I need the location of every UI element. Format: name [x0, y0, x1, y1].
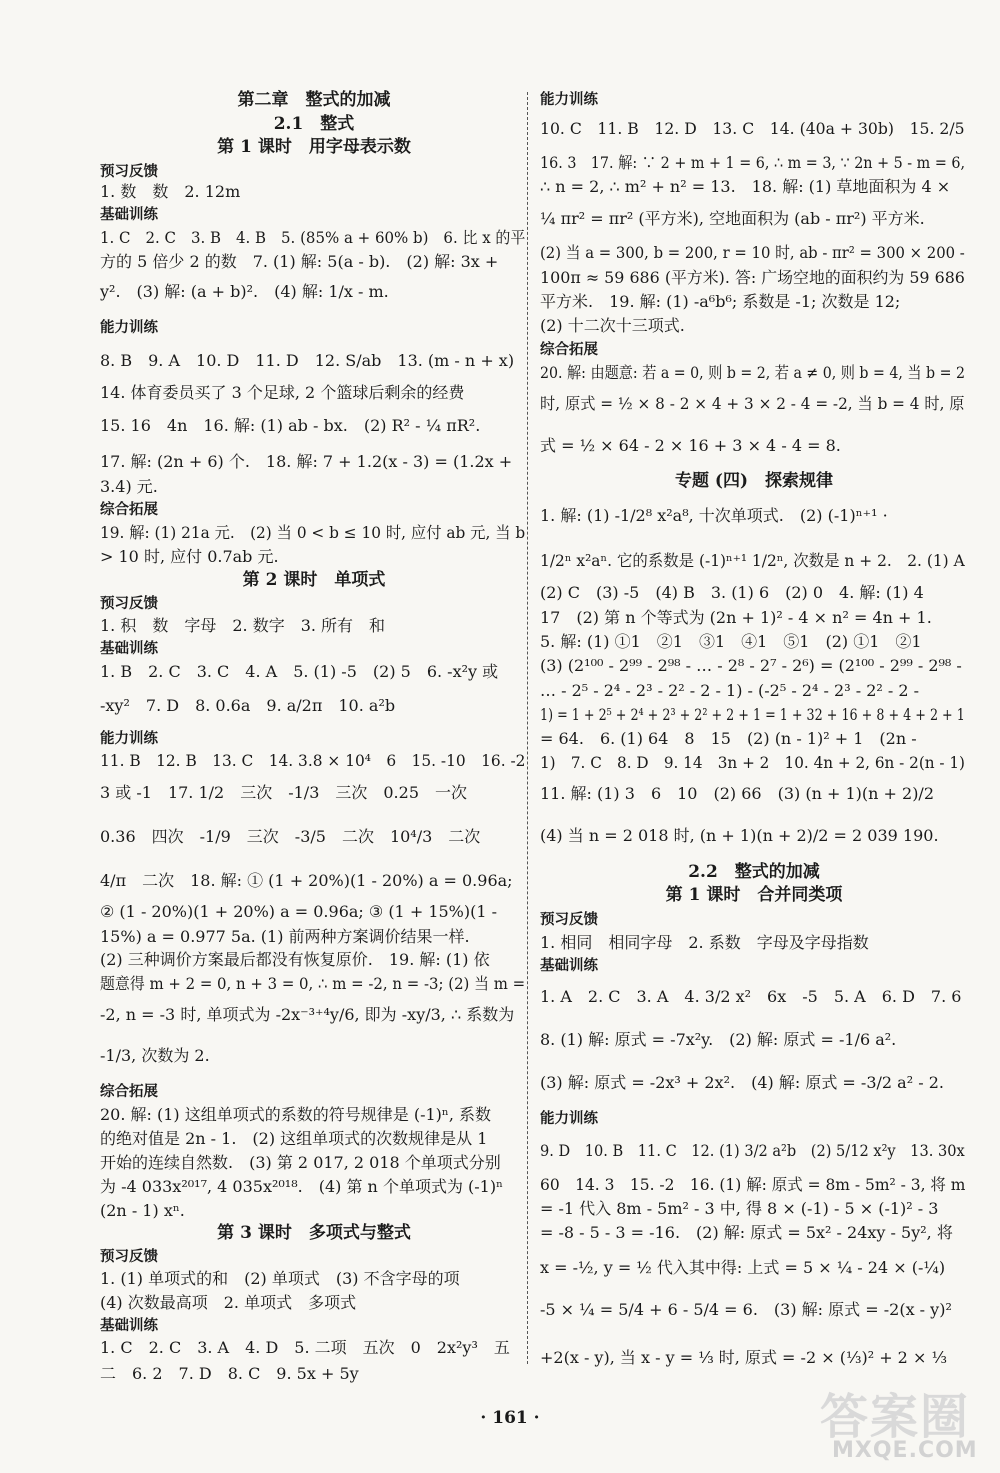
- answer-line: 式 = ½ × 64 - 2 × 16 + 3 × 4 - 4 = 8.: [540, 436, 841, 455]
- subsection-heading: 综合拓展: [540, 341, 598, 358]
- answer-line: (3) 解: 原式 = -2x³ + 2x². (4) 解: 原式 = -3/2 a² - 2.: [540, 1073, 944, 1092]
- section-title: 专题 (四) 探索规律: [674, 471, 833, 491]
- section-title: 第 1 课时 用字母表示数: [217, 137, 411, 157]
- section-title: 第 3 课时 多项式与整式: [217, 1223, 411, 1243]
- answer-line: 8. (1) 解: 原式 = -7x²y. (2) 解: 原式 = -1/6 a².: [540, 1030, 897, 1049]
- answer-line: y². (3) 解: (a + b)². (4) 解: 1/x - m.: [100, 282, 389, 301]
- answer-line: 1) 7. C 8. D 9. 14 3n + 2 10. 4n + 2, 6n - 2(n - 1): [540, 753, 965, 772]
- subsection-heading: 能力训练: [100, 319, 158, 336]
- answer-line: 17. 解: (2n + 6) 个. 18. 解: 7 + 1.2(x - 3) = (1.2x +: [100, 452, 513, 471]
- answer-line: 16. 3 17. 解: ∵ 2 + m + 1 = 6, ∴ m = 3, ∵ 2n + 5 - m = 6,: [540, 153, 966, 172]
- answer-line: 开始的连续自然数. (3) 第 2 017, 2 018 个单项式分别: [100, 1153, 501, 1172]
- answer-line: (3) (2¹⁰⁰ - 2⁹⁹ - 2⁹⁸ - … - 2⁸ - 2⁷ - 2⁶) = (2¹⁰⁰ - 2⁹⁹ - 2⁹⁸ -: [540, 656, 962, 675]
- answer-line: > 10 时, 应付 0.7ab 元.: [100, 547, 279, 566]
- subsection-heading: 能力训练: [540, 91, 598, 108]
- answer-line: (2) 三种调价方案最后都没有恢复原价. 19. 解: (1) 依: [100, 950, 490, 969]
- answer-line: -xy² 7. D 8. 0.6a 9. a/2π 10. a²b: [100, 696, 396, 715]
- answer-line: (4) 当 n = 2 018 时, (n + 1)(n + 2)/2 = 2 039 190.: [540, 826, 939, 845]
- page-number: · 161 ·: [480, 1408, 540, 1428]
- answer-line: 14. 体育委员买了 3 个足球, 2 个篮球后剩余的经费: [100, 383, 465, 402]
- answer-line: (2) 十二次十三项式.: [540, 316, 685, 335]
- answer-line: 1. 解: (1) -1/2⁸ x²a⁸, 十次单项式. (2) (-1)ⁿ⁺¹ ·: [540, 506, 888, 525]
- answer-line: = 64. 6. (1) 64 8 15 (2) (n - 1)² + 1 (2n -: [540, 729, 917, 748]
- column-divider: [527, 92, 528, 1364]
- answer-line: 100π ≈ 59 686 (平方米). 答: 广场空地的面积约为 59 686: [540, 268, 965, 287]
- subsection-heading: 预习反馈: [540, 911, 598, 928]
- answer-line: 4/π 二次 18. 解: ① (1 + 20%)(1 - 20%) a = 0.96a;: [100, 871, 513, 890]
- answer-line: 方的 5 倍少 2 的数 7. (1) 解: 5(a - b). (2) 解: 3x +: [100, 252, 499, 271]
- answer-line: 的绝对值是 2n - 1. (2) 这组单项式的次数规律是从 1: [100, 1129, 488, 1148]
- answer-line: ¼ πr² = πr² (平方米), 空地面积为 (ab - πr²) 平方米.: [540, 209, 925, 228]
- answer-line: 1. 积 数 字母 2. 数字 3. 所有 和: [100, 616, 386, 635]
- answer-line: = -1 代入 8m - 5m² - 3 中, 得 8 × (-1) - 5 × (-1)² - 3: [540, 1199, 939, 1218]
- subsection-heading: 能力训练: [540, 1110, 598, 1127]
- answer-line: 平方米. 19. 解: (1) -a⁶b⁶; 系数是 -1; 次数是 12;: [540, 292, 901, 311]
- answer-line: 5. 解: (1) ①1 ②1 ③1 ④1 ⑤1 (2) ①1 ②1: [540, 632, 922, 651]
- watermark-logo: [820, 1378, 990, 1468]
- answer-line: 1. 相同 相同字母 2. 系数 字母及字母指数: [540, 933, 869, 952]
- answer-line: 1. C 2. C 3. B 4. B 5. (85% a + 60% b) 6. 比 x 的平: [100, 228, 526, 247]
- answer-line: ∴ n = 2, ∴ m² + n² = 13. 18. 解: (1) 草地面积为 4 ×: [540, 177, 951, 196]
- subsection-heading: 能力训练: [100, 730, 158, 747]
- subsection-heading: 基础训练: [540, 957, 598, 974]
- answer-line: 19. 解: (1) 21a 元. (2) 当 0 < b ≤ 10 时, 应付 ab 元, 当 b: [100, 523, 526, 542]
- subsection-heading: 综合拓展: [100, 501, 158, 518]
- subsection-heading: 预习反馈: [100, 1248, 158, 1265]
- subsection-heading: 预习反馈: [100, 595, 158, 612]
- section-title: 2.1 整式: [273, 114, 355, 134]
- answer-line: 11. 解: (1) 3 6 10 (2) 66 (3) (n + 1)(n + 2)/2: [540, 784, 935, 803]
- answer-line: (2) C (3) -5 (4) B 3. (1) 6 (2) 0 4. 解: (1) 4: [540, 583, 924, 602]
- subsection-heading: 基础训练: [100, 1317, 158, 1334]
- section-title: 第 1 课时 合并同类项: [665, 885, 843, 905]
- subsection-heading: 预习反馈: [100, 163, 158, 180]
- answer-line: = -8 - 5 - 3 = -16. (2) 解: 原式 = 5x² - 24xy - 5y², 将: [540, 1223, 953, 1242]
- answer-line: 10. C 11. B 12. D 13. C 14. (40a + 30b) 15. 2/5: [540, 119, 965, 138]
- answer-line: 15%) a = 0.977 5a. (1) 前两种方案调价结果一样.: [100, 927, 470, 946]
- section-title: 第 2 课时 单项式: [242, 570, 386, 590]
- answer-line: 时, 原式 = ½ × 8 - 2 × 4 + 3 × 2 - 4 = -2, 当 b = 4 时, 原: [540, 394, 965, 413]
- answer-line: 1. C 2. C 3. A 4. D 5. 二项 五次 0 2x²y³ 五: [100, 1338, 510, 1357]
- answer-line: 20. 解: 由题意: 若 a = 0, 则 b = 2, 若 a ≠ 0, 则 b = 4, 当 b = 2: [540, 363, 965, 382]
- answer-line: x = -½, y = ½ 代入其中得: 上式 = 5 × ¼ - 24 × (-¼): [540, 1258, 946, 1277]
- answer-line: 1. 数 数 2. 12m: [100, 182, 241, 201]
- answer-line: 15. 16 4n 16. 解: (1) ab - bx. (2) R² - ¼ πR².: [100, 416, 481, 435]
- answer-line: (4) 次数最高项 2. 单项式 多项式: [100, 1293, 357, 1312]
- answer-line: 20. 解: (1) 这组单项式的系数的符号规律是 (-1)ⁿ, 系数: [100, 1105, 492, 1124]
- answer-line: 1. (1) 单项式的和 (2) 单项式 (3) 不含字母的项: [100, 1269, 460, 1288]
- answer-line: 为 -4 033x²⁰¹⁷, 4 035x²⁰¹⁸. (4) 第 n 个单项式为 (-1)ⁿ: [100, 1177, 504, 1196]
- section-title: 第二章 整式的加减: [237, 90, 391, 110]
- answer-line: -2, n = -3 时, 单项式为 -2x⁻³⁺⁴y/6, 即为 -xy/3, ∴ 系数为: [100, 1005, 515, 1024]
- answer-line: 17 (2) 第 n 个等式为 (2n + 1)² - 4 × n² = 4n + 1.: [540, 608, 932, 627]
- answer-line: ② (1 - 20%)(1 + 20%) a = 0.96a; ③ (1 + 15%)(1 -: [100, 902, 498, 921]
- subsection-heading: 综合拓展: [100, 1083, 158, 1100]
- subsection-heading: 基础训练: [100, 640, 158, 657]
- answer-line: 1. A 2. C 3. A 4. 3/2 x² 6x -5 5. A 6. D 7. 6: [540, 987, 962, 1006]
- answer-line: 60 14. 3 15. -2 16. (1) 解: 原式 = 8m - 5m² - 3, 将 m: [540, 1175, 966, 1194]
- watermark-url: MXQE.COM: [832, 1438, 978, 1463]
- answer-line: 0.36 四次 -1/9 三次 -3/5 二次 10⁴/3 二次: [100, 827, 481, 846]
- answer-line: (2n - 1) xⁿ.: [100, 1201, 185, 1220]
- answer-line: 二 6. 2 7. D 8. C 9. 5x + 5y: [100, 1364, 359, 1383]
- answer-line: 3 或 -1 17. 1/2 三次 -1/3 三次 0.25 一次: [100, 783, 468, 802]
- answer-line: 9. D 10. B 11. C 12. (1) 3/2 a²b (2) 5/12 x²y 13. 30x: [540, 1141, 965, 1160]
- subsection-heading: 基础训练: [100, 206, 158, 223]
- answer-line: (2) 当 a = 300, b = 200, r = 10 时, ab - πr² = 300 × 200 -: [540, 243, 965, 262]
- answer-line: 3.4) 元.: [100, 477, 158, 496]
- answer-line: 题意得 m + 2 = 0, n + 3 = 0, ∴ m = -2, n = -3; (2) 当 m =: [100, 974, 526, 993]
- answer-line: 1. B 2. C 3. C 4. A 5. (1) -5 (2) 5 6. -x²y 或: [100, 662, 499, 681]
- answer-line: 11. B 12. B 13. C 14. 3.8 × 10⁴ 6 15. -10 16. -2: [100, 751, 526, 770]
- section-title: 2.2 整式的加减: [688, 862, 820, 882]
- answer-line: 1/2ⁿ x²aⁿ. 它的系数是 (-1)ⁿ⁺¹ 1/2ⁿ, 次数是 n + 2. 2. (1) A: [540, 551, 965, 570]
- watermark-text: 答案圈: [820, 1389, 971, 1445]
- answer-line: -5 × ¼ = 5/4 + 6 - 5/4 = 6. (3) 解: 原式 = -2(x - y)²: [540, 1300, 952, 1319]
- answer-line: -1/3, 次数为 2.: [100, 1046, 210, 1065]
- answer-line: +2(x - y), 当 x - y = ⅓ 时, 原式 = -2 × (⅓)² + 2 × ⅓: [540, 1348, 947, 1367]
- answer-line: … - 2⁵ - 2⁴ - 2³ - 2² - 2 - 1) - (-2⁵ - 2⁴ - 2³ - 2² - 2 -: [540, 681, 920, 700]
- answer-line: 8. B 9. A 10. D 11. D 12. S/ab 13. (m - n + x): [100, 351, 515, 370]
- answer-line: 1) = 1 + 2⁵ + 2⁴ + 2³ + 2² + 2 + 1 = 1 + 32 + 16 + 8 + 4 + 2 + 1: [540, 705, 965, 724]
